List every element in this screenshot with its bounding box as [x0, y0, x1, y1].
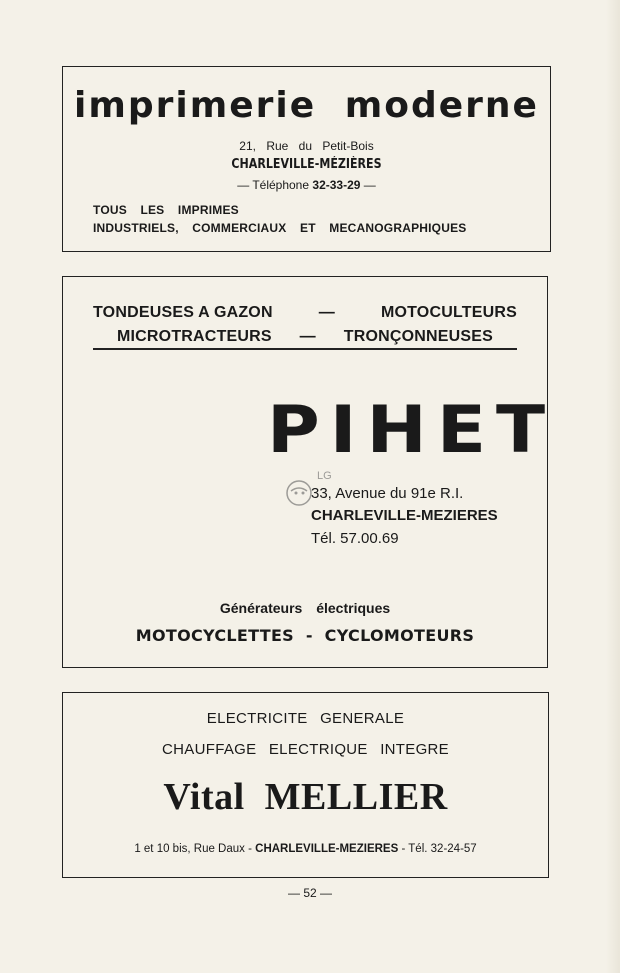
ad1-line1: TOUS LES IMPRIMES	[93, 203, 239, 217]
ad2-generators: Générateurs électriques	[219, 600, 391, 616]
ad2-row2-right: TRONÇONNEUSES	[343, 328, 493, 345]
ad2-underline-rule	[93, 348, 517, 350]
ad-vital-mellier	[62, 692, 549, 878]
ad2-row1-left: TONDEUSES A GAZON	[93, 304, 273, 321]
page-number: — 52 —	[287, 886, 332, 900]
ad2-address: 33, Avenue du 91e R.I.	[311, 485, 464, 502]
page-edge-shadow	[606, 0, 620, 973]
ad1-tel-suffix: —	[363, 178, 376, 192]
ad3-foot-tel: - Tél. 32-24-57	[401, 843, 477, 855]
ad1-title: imprimerie moderne	[74, 85, 539, 126]
ad3-name: Vital MELLIER	[163, 776, 448, 818]
ad-pihet	[62, 276, 556, 668]
ad2-row2-left: MICROTRACTEURS	[117, 328, 272, 345]
ad2-telephone: Tél. 57.00.69	[311, 530, 399, 547]
ad2-row2	[93, 328, 517, 346]
ad2-row1-sep: —	[318, 304, 335, 321]
ad1-telephone	[63, 178, 550, 192]
ad2-brand: PIHET	[267, 391, 556, 468]
ad-imprimerie-moderne	[62, 66, 551, 252]
ad3-line1: ELECTRICITE GENERALE	[206, 710, 405, 727]
ad1-tel-number: 32-33-29	[312, 178, 361, 192]
ad2-row1-right: MOTOCULTEURS	[380, 304, 517, 321]
ad2-city: CHARLEVILLE-MEZIERES	[311, 507, 498, 524]
ad2-motorcycles: MOTOCYCLETTES - CYCLOMOTEURS	[135, 626, 475, 645]
ad2-row2-sep: —	[299, 328, 316, 345]
ad3-footer	[63, 843, 548, 855]
stamp-text: LG	[317, 470, 332, 482]
ad3-line2: CHAUFFAGE ELECTRIQUE INTEGRE	[162, 741, 449, 758]
ad1-address: 21, Rue du Petit-Bois	[239, 139, 374, 153]
ad3-foot-address: 1 et 10 bis, Rue Daux -	[134, 843, 252, 855]
ad1-tel-prefix: — Téléphone	[237, 178, 310, 192]
ad1-line2: INDUSTRIELS, COMMERCIAUX ET MECANOGRAPHIQUES	[93, 221, 467, 235]
ad3-foot-city: CHARLEVILLE-MEZIERES	[255, 843, 399, 855]
ad2-row1	[93, 304, 517, 322]
ad1-city: CHARLEVILLE-MÉZIÈRES	[231, 157, 382, 172]
